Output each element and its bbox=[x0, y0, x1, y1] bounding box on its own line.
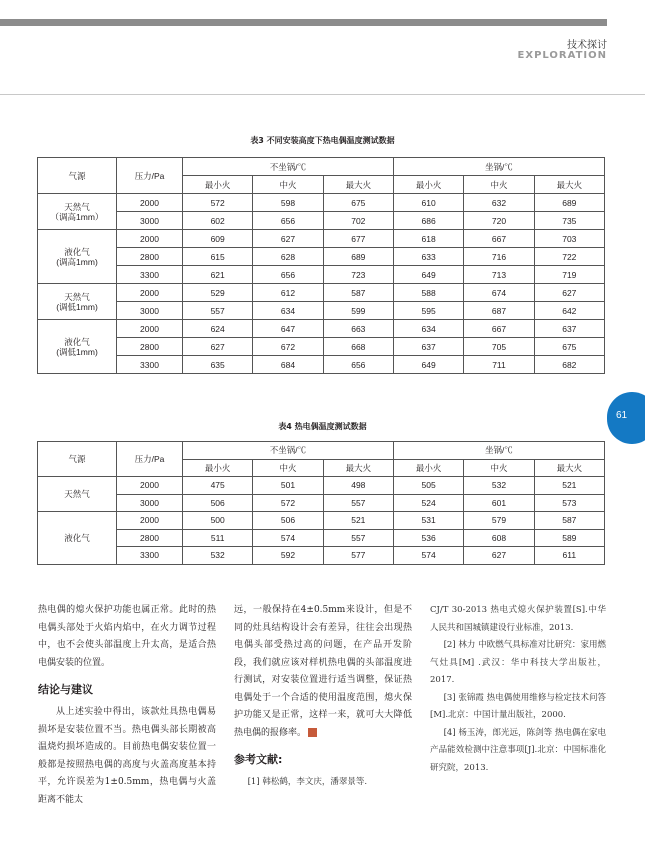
table-row bbox=[38, 477, 605, 495]
temperature-cell: 573 bbox=[534, 494, 604, 512]
end-mark-icon bbox=[308, 728, 317, 737]
pressure-cell: 2000 bbox=[117, 284, 183, 302]
temperature-cell: 557 bbox=[323, 529, 393, 547]
temperature-cell: 498 bbox=[323, 477, 393, 495]
temperature-cell: 703 bbox=[534, 230, 604, 248]
temperature-cell: 521 bbox=[323, 512, 393, 530]
header-flame-level: 最小火 bbox=[393, 459, 463, 477]
temperature-cell: 735 bbox=[534, 212, 604, 230]
temperature-cell: 689 bbox=[323, 248, 393, 266]
references-heading: 参考文献: bbox=[234, 753, 283, 766]
pressure-cell: 3300 bbox=[117, 266, 183, 284]
body-paragraph-cont bbox=[234, 602, 412, 742]
table-row bbox=[38, 512, 605, 530]
temperature-cell: 536 bbox=[393, 529, 463, 547]
table-row bbox=[38, 212, 605, 230]
reference-1-cont: CJ/T 30-2013 热电式熄火保护装置[S].中华人民共和国城镇建设行业标准，2013. bbox=[430, 605, 606, 633]
temperature-cell: 634 bbox=[253, 302, 323, 320]
temperature-cell: 711 bbox=[464, 356, 534, 374]
pressure-cell: 2800 bbox=[117, 338, 183, 356]
body-paragraph: 热电偶的熄火保护功能也属正常。此时的热电偶头部处于火焰内焰中，在火力调节过程中，也不会使头部温度上升太高，是适合热电偶安装的位置。 bbox=[38, 605, 216, 668]
temperature-cell: 618 bbox=[393, 230, 463, 248]
temperature-cell: 506 bbox=[253, 512, 323, 530]
pressure-cell: 2000 bbox=[117, 230, 183, 248]
temperature-cell: 702 bbox=[323, 212, 393, 230]
conclusion-paragraph: 从上述实验中得出，该款灶具热电偶易损坏是安装位置不当。热电偶头部长期被高温烧灼损坏造成的。目前热电偶安装位置一般都是按照热电偶的高度与火盖高度基本持平，允许误差为1±0.5mm，热电偶与火盖距离不能太 bbox=[38, 707, 216, 805]
temperature-cell: 667 bbox=[464, 320, 534, 338]
header-gas: 气源 bbox=[38, 442, 117, 477]
pressure-cell: 2000 bbox=[117, 194, 183, 212]
temperature-cell: 598 bbox=[253, 194, 323, 212]
temperature-cell: 505 bbox=[393, 477, 463, 495]
temperature-cell: 615 bbox=[183, 248, 253, 266]
temperature-cell: 524 bbox=[393, 494, 463, 512]
temperature-cell: 506 bbox=[183, 494, 253, 512]
temperature-cell: 637 bbox=[534, 320, 604, 338]
temperature-cell: 705 bbox=[464, 338, 534, 356]
header-gas: 气源 bbox=[38, 158, 117, 194]
header-flame-level: 最大火 bbox=[323, 176, 393, 194]
temperature-cell: 532 bbox=[183, 547, 253, 565]
temperature-cell: 574 bbox=[393, 547, 463, 565]
body-text: 远，一般保持在4±0.5mm来设计，但是不同的灶具结构设计会有差异，往往会出现热电偶头部受热过高的问题，在产品开发阶段，我们就应该对样机热电偶的头部温度进行测试，对安装位置进行适当调整，保证热电偶处于一个合适的使用温度范围，熄火保护功能又是正常，这样一来，就可大大降低热电偶的报修率。 bbox=[234, 605, 412, 738]
header-flame-level: 中火 bbox=[464, 459, 534, 477]
table-row bbox=[38, 284, 605, 302]
temperature-cell: 723 bbox=[323, 266, 393, 284]
temperature-cell: 589 bbox=[534, 529, 604, 547]
temperature-cell: 511 bbox=[183, 529, 253, 547]
temperature-cell: 689 bbox=[534, 194, 604, 212]
temperature-cell: 656 bbox=[253, 212, 323, 230]
temperature-cell: 682 bbox=[534, 356, 604, 374]
reference-2: [2] 林力 中欧燃气具标准对比研究：家用燃气灶具[M] .武汉：华中科技大学出版社，2017. bbox=[430, 640, 606, 685]
header-flame-level: 最大火 bbox=[534, 176, 604, 194]
gas-source-cell: 天然气 (调低1mm) bbox=[38, 284, 117, 320]
temperature-cell: 621 bbox=[183, 266, 253, 284]
temperature-cell: 627 bbox=[253, 230, 323, 248]
temperature-cell: 627 bbox=[183, 338, 253, 356]
section-title-en: EXPLORATION bbox=[517, 50, 607, 61]
temperature-cell: 588 bbox=[393, 284, 463, 302]
header-no-pot: 不坐锅/℃ bbox=[183, 442, 394, 460]
reference-1: [1] 韩松鹤，李文庆，潘翠景等. bbox=[247, 777, 368, 787]
pressure-cell: 3000 bbox=[117, 302, 183, 320]
temperature-cell: 633 bbox=[393, 248, 463, 266]
table-row bbox=[38, 266, 605, 284]
gas-source-cell: 天然气 （调高1mm） bbox=[38, 194, 117, 230]
header-flame-level: 最大火 bbox=[323, 459, 393, 477]
pressure-cell: 2800 bbox=[117, 248, 183, 266]
reference-4: [4] 杨玉涛，郎光远，陈剑等 热电偶在家电产品能效检测中注意事项[J].北京：中国标准化研究院，2013. bbox=[430, 727, 606, 773]
temperature-cell: 500 bbox=[183, 512, 253, 530]
table-row bbox=[38, 230, 605, 248]
gas-source-cell: 液化气 (调低1mm) bbox=[38, 320, 117, 374]
table-row bbox=[38, 338, 605, 356]
pressure-cell: 3300 bbox=[117, 356, 183, 374]
temperature-cell: 642 bbox=[534, 302, 604, 320]
temperature-cell: 674 bbox=[464, 284, 534, 302]
temperature-cell: 668 bbox=[323, 338, 393, 356]
temperature-cell: 557 bbox=[323, 494, 393, 512]
temperature-cell: 637 bbox=[393, 338, 463, 356]
temperature-cell: 647 bbox=[253, 320, 323, 338]
temperature-cell: 656 bbox=[323, 356, 393, 374]
header-no-pot: 不坐锅/℃ bbox=[183, 158, 394, 176]
temperature-cell: 501 bbox=[253, 477, 323, 495]
temperature-cell: 531 bbox=[393, 512, 463, 530]
temperature-cell: 675 bbox=[323, 194, 393, 212]
temperature-cell: 595 bbox=[393, 302, 463, 320]
temperature-cell: 587 bbox=[534, 512, 604, 530]
temperature-cell: 716 bbox=[464, 248, 534, 266]
temperature-cell: 609 bbox=[183, 230, 253, 248]
temperature-cell: 532 bbox=[464, 477, 534, 495]
table-row bbox=[38, 320, 605, 338]
temperature-cell: 587 bbox=[323, 284, 393, 302]
temperature-cell: 572 bbox=[183, 194, 253, 212]
temperature-cell: 672 bbox=[253, 338, 323, 356]
temperature-cell: 592 bbox=[253, 547, 323, 565]
body-column-2 bbox=[234, 602, 412, 792]
header-with-pot: 坐锅/℃ bbox=[393, 158, 604, 176]
table-row bbox=[38, 302, 605, 320]
header-bar bbox=[0, 19, 607, 26]
conclusion-heading: 结论与建议 bbox=[38, 683, 93, 696]
table-row bbox=[38, 194, 605, 212]
header-flame-level: 中火 bbox=[253, 176, 323, 194]
pressure-cell: 3000 bbox=[117, 494, 183, 512]
temperature-cell: 632 bbox=[464, 194, 534, 212]
header-divider bbox=[0, 94, 645, 95]
temperature-cell: 686 bbox=[393, 212, 463, 230]
table3-caption: 表3 不同安装高度下热电偶温度测试数据 bbox=[250, 136, 395, 145]
pressure-cell: 3300 bbox=[117, 547, 183, 565]
temperature-cell: 649 bbox=[393, 266, 463, 284]
table-row bbox=[38, 547, 605, 565]
temperature-cell: 635 bbox=[183, 356, 253, 374]
temperature-cell: 634 bbox=[393, 320, 463, 338]
temperature-cell: 627 bbox=[464, 547, 534, 565]
temperature-cell: 521 bbox=[534, 477, 604, 495]
temperature-cell: 719 bbox=[534, 266, 604, 284]
pressure-cell: 2000 bbox=[117, 320, 183, 338]
body-column-1 bbox=[38, 602, 216, 809]
header-flame-level: 最小火 bbox=[393, 176, 463, 194]
header-flame-level: 最大火 bbox=[534, 459, 604, 477]
temperature-cell: 677 bbox=[323, 230, 393, 248]
reference-3: [3] 张锦霞 热电偶使用维修与检定技术问答[M].北京：中国计量出版社，2000. bbox=[430, 692, 606, 720]
header-flame-level: 最小火 bbox=[183, 176, 253, 194]
temperature-cell: 601 bbox=[464, 494, 534, 512]
header-with-pot: 坐锅/℃ bbox=[393, 442, 604, 460]
temperature-cell: 574 bbox=[253, 529, 323, 547]
temperature-cell: 720 bbox=[464, 212, 534, 230]
section-title: 技术探讨 bbox=[567, 40, 607, 51]
temperature-cell: 577 bbox=[323, 547, 393, 565]
header-flame-level: 中火 bbox=[464, 176, 534, 194]
temperature-cell: 624 bbox=[183, 320, 253, 338]
pressure-cell: 3000 bbox=[117, 212, 183, 230]
temperature-cell: 656 bbox=[253, 266, 323, 284]
table-row bbox=[38, 494, 605, 512]
gas-source-cell: 液化气 bbox=[38, 512, 117, 565]
table-row bbox=[38, 356, 605, 374]
pressure-cell: 2800 bbox=[117, 529, 183, 547]
temperature-cell: 675 bbox=[534, 338, 604, 356]
temperature-cell: 628 bbox=[253, 248, 323, 266]
temperature-cell: 475 bbox=[183, 477, 253, 495]
temperature-cell: 663 bbox=[323, 320, 393, 338]
temperature-cell: 557 bbox=[183, 302, 253, 320]
temperature-cell: 649 bbox=[393, 356, 463, 374]
page-number: 61 bbox=[616, 410, 628, 421]
temperature-cell: 627 bbox=[534, 284, 604, 302]
header-row bbox=[38, 442, 605, 460]
body-column-3 bbox=[430, 602, 606, 777]
header-flame-level: 中火 bbox=[253, 459, 323, 477]
temperature-cell: 529 bbox=[183, 284, 253, 302]
gas-source-cell: 天然气 bbox=[38, 477, 117, 512]
temperature-cell: 608 bbox=[464, 529, 534, 547]
pressure-cell: 2000 bbox=[117, 477, 183, 495]
table4 bbox=[37, 441, 605, 565]
temperature-cell: 572 bbox=[253, 494, 323, 512]
gas-source-cell: 液化气 (调高1mm) bbox=[38, 230, 117, 284]
header-pressure: 压力/Pa bbox=[117, 158, 183, 194]
temperature-cell: 722 bbox=[534, 248, 604, 266]
table-row bbox=[38, 248, 605, 266]
temperature-cell: 667 bbox=[464, 230, 534, 248]
header-row bbox=[38, 158, 605, 176]
temperature-cell: 684 bbox=[253, 356, 323, 374]
header-pressure: 压力/Pa bbox=[117, 442, 183, 477]
table3 bbox=[37, 157, 605, 374]
temperature-cell: 579 bbox=[464, 512, 534, 530]
pressure-cell: 2000 bbox=[117, 512, 183, 530]
table4-caption: 表4 热电偶温度测试数据 bbox=[278, 422, 367, 431]
table-row bbox=[38, 529, 605, 547]
temperature-cell: 611 bbox=[534, 547, 604, 565]
temperature-cell: 610 bbox=[393, 194, 463, 212]
temperature-cell: 599 bbox=[323, 302, 393, 320]
temperature-cell: 713 bbox=[464, 266, 534, 284]
temperature-cell: 602 bbox=[183, 212, 253, 230]
temperature-cell: 687 bbox=[464, 302, 534, 320]
header-flame-level: 最小火 bbox=[183, 459, 253, 477]
temperature-cell: 612 bbox=[253, 284, 323, 302]
